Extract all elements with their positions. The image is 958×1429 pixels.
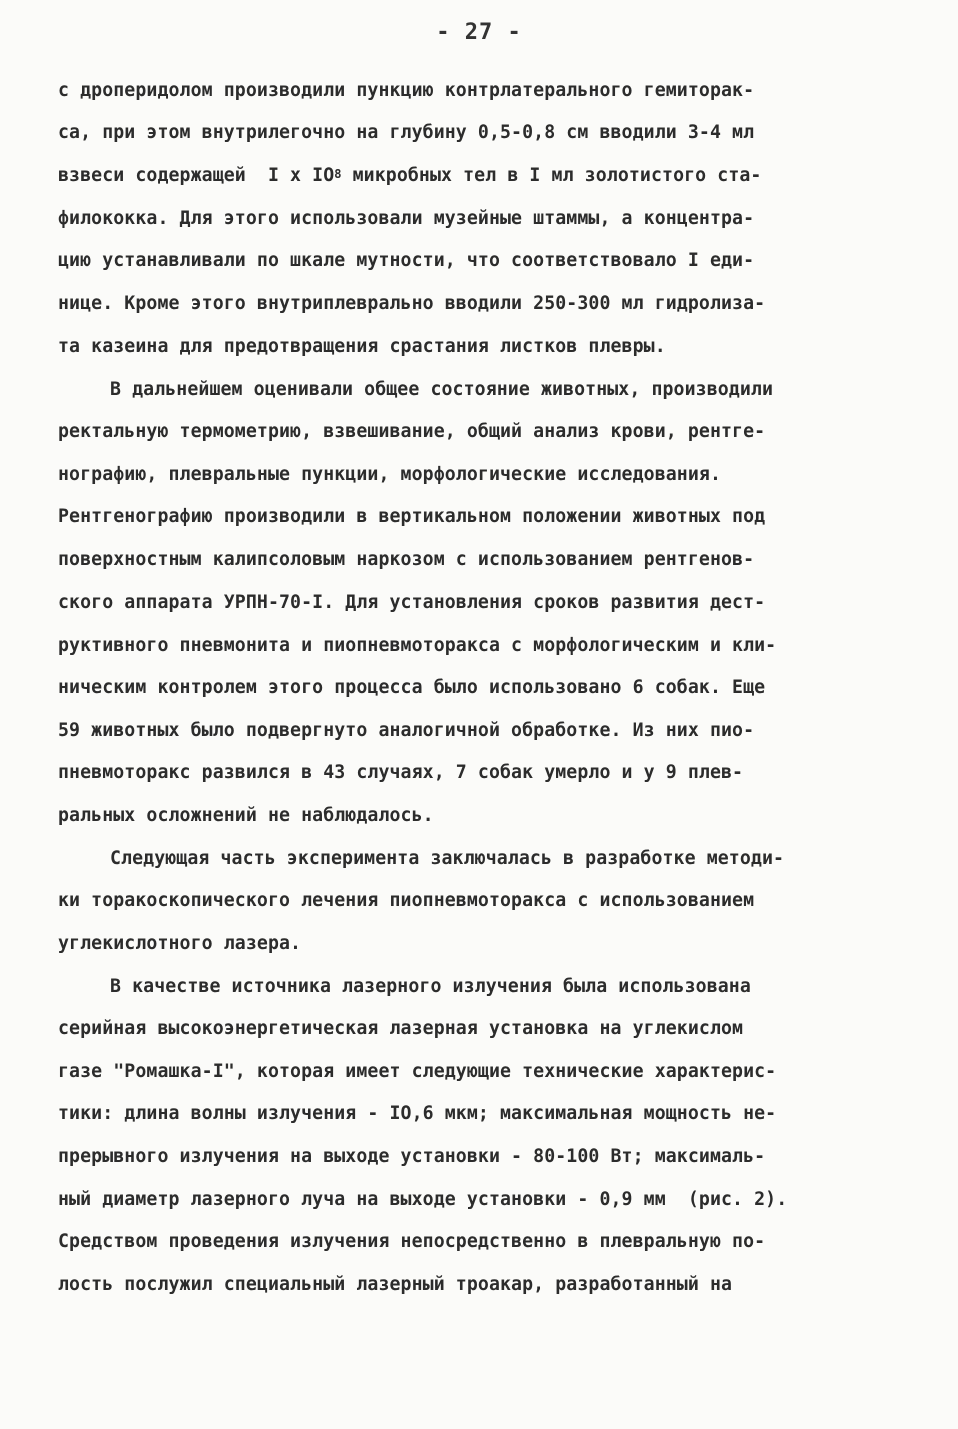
text-line: филококка. Для этого использовали музейные штаммы, а концентра- (58, 208, 755, 229)
text-line: ный диаметр лазерного луча на выходе установки - 0,9 мм (рис. 2). (58, 1189, 788, 1210)
text-line: ки торакоскопического лечения пиопневмоторакса с использованием (58, 890, 755, 911)
text-line: та казеина для предотвращения срастания листков плевры. (58, 336, 666, 357)
text-line-with-superscript (58, 165, 761, 186)
paragraph-first-line: В дальнейшем оценивали общее состояние животных, производили (110, 379, 773, 400)
text-line: Средством проведения излучения непосредственно в плевральную по- (58, 1231, 766, 1252)
text-line: Рентгенографию производили в вертикальном положении животных под (58, 506, 766, 527)
text-line: цию устанавливали по шкале мутности, что соответствовало I еди- (58, 250, 755, 271)
paragraph-first-line: В качестве источника лазерного излучения была использована (110, 976, 751, 997)
paragraph-first-line: Следующая часть эксперимента заключалась в разработке методи- (110, 848, 785, 869)
text-line: руктивного пневмонита и пиопневмоторакса с морфологическим и кли- (58, 635, 777, 656)
text-line: ского аппарата УРПН-70-I. Для установления сроков развития дест- (58, 592, 766, 613)
text-line: лость послужил специальный лазерный троакар, разработанный на (58, 1274, 733, 1295)
text-line: прерывного излучения на выходе установки - 80-100 Вт; максималь- (58, 1146, 766, 1167)
text-line: нице. Кроме этого внутриплеврально вводили 250-300 мл гидролиза- (58, 293, 766, 314)
text-fragment: взвеси содержащей I x IO (58, 165, 335, 186)
text-line: 59 животных было подвергнуто аналогичной обработке. Из них пио- (58, 720, 755, 741)
text-line: тики: длина волны излучения - IO,6 мкм; максимальная мощность не- (58, 1103, 777, 1124)
text-line: углекислотного лазера. (58, 933, 302, 954)
text-line: газе "Ромашка-I", которая имеет следующие технические характерис- (58, 1061, 777, 1082)
text-line: серийная высокоэнергетическая лазерная установка на углекислом (58, 1018, 744, 1039)
text-line: поверхностным калипсоловым наркозом с использованием рентгенов- (58, 549, 755, 570)
text-line: ректальную термометрию, взвешивание, общий анализ крови, рентге- (58, 421, 766, 442)
text-line: ральных осложнений не наблюдалось. (58, 805, 434, 826)
text-line: са, при этом внутрилегочно на глубину 0,5-0,8 см вводили 3-4 мл (58, 122, 755, 143)
text-fragment: микробных тел в I мл золотистого ста- (341, 165, 762, 186)
page-number: - 27 - (436, 20, 522, 45)
text-line: ническим контролем этого процесса было использовано 6 собак. Еще (58, 677, 766, 698)
text-line: с дроперидолом производили пункцию контрлатерального гемиторак- (58, 80, 755, 101)
text-line: пневмоторакс развился в 43 случаях, 7 собак умерло и у 9 плев- (58, 762, 744, 783)
text-line: нографию, плевральные пункции, морфологические исследования. (58, 464, 721, 485)
superscript-exponent: 8 (334, 167, 342, 181)
